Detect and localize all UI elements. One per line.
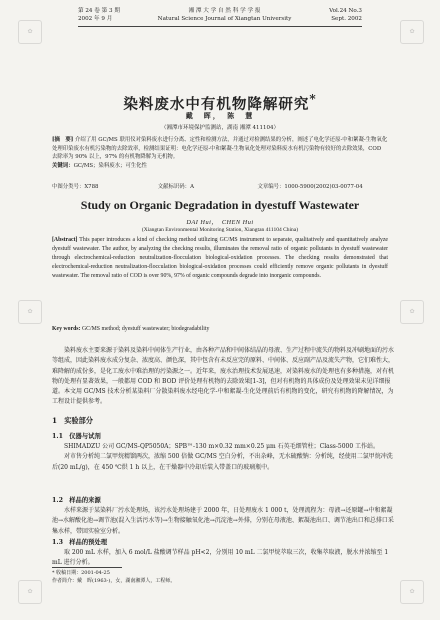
- clc-number: 中图分类号：X788: [52, 184, 99, 190]
- subsection-heading: 1.3 样品的预处理: [52, 539, 108, 546]
- english-abstract-text: This paper introduces a kind of checking method utilizing GC/MS instrument to separate, qualitatively and quantitatively analyze dyestuff wastewater. The author, by analyzing the checking results, illuminates the removal ratio of organic pollutants in dyestuff wastewater through electrochemical-reduction neutralization-flocculation biological-oxidation processes. The checking results demonstrated that electrochemical-reduction neutralization-flocculation biological-oxidation processes could efficiently remove organic pollutants in dyestuff wastewater. The removal ratio of COD is over 90%, 97% of organic compounds degrade into inorganic compounds.: [52, 237, 388, 279]
- paragraph: 取 200 mL 水样，加入 6 mol/L 盐酸调节样品 pH<2，分别用 10 mL 二氯甲烷萃取三次，收集萃取液，脱水并浓缩至 1 mL 进行分析。: [52, 549, 389, 567]
- english-title: Study on Organic Degradation in dyestuff Wastewater: [80, 198, 360, 212]
- subsection-body: [52, 506, 394, 537]
- abstract-cn: [52, 136, 388, 171]
- section-heading: 1 实验部分: [52, 416, 93, 425]
- footnote-rule: [52, 567, 122, 568]
- subsection-body: [52, 548, 394, 569]
- footnote-received: * 收稿日期：2001-04-25: [52, 570, 110, 576]
- watermark-icon: ✿: [18, 20, 42, 44]
- doc-code: 文献标识码：A: [157, 184, 194, 190]
- date-en: Sept. 2002: [331, 15, 362, 22]
- paragraph: 水样来源于某染料厂污水处理场，该污水处理场建于 2000 年，日处理废水 1 000 t，处理流程为：母液→还原罐→中和絮凝池→水解酸化池→调节池(混入生活污水等)→生物接触氧化池→沉淀池→外排，分别在母液池、絮凝池出口、调节池出口和总排口采集水样，带回实验室分析。: [52, 507, 394, 535]
- journal-name-en: Natural Science Journal of Xiangtan University: [157, 15, 292, 22]
- title-footnote-mark: *: [309, 92, 317, 106]
- authors-cn: 戴 晖， 陈 慧: [185, 111, 255, 120]
- introduction: [52, 346, 394, 408]
- volume-en: Vol.24 No.3: [329, 8, 362, 14]
- running-header: [78, 8, 362, 23]
- watermark-icon: ✿: [18, 580, 42, 604]
- subsection-body: [52, 442, 394, 473]
- watermark-icon: ✿: [400, 300, 424, 324]
- abstract-cn-text: 介绍了用 GC/MS 联用仪对染料废水进行分离、定性和检测方法，并通过对检测结果的分析，阐述了电化学还原-中和絮凝-生物氧化处理印染废水有机污染物的去除效率，检测结果证明：电化学还原-中和絮凝-生物氧化处理对染料废水有机污染物有较好的去除效果，COD 去除率为 90% 以上，97% 的有机物降解为无机物。: [52, 137, 388, 161]
- abstract-cn-label: [摘 要]: [52, 137, 74, 143]
- header-right: [329, 8, 362, 23]
- english-authors: DAI Hui， CHEN Hui: [186, 219, 254, 226]
- keywords-cn-label: 关键词：: [52, 163, 74, 170]
- classification-line: [52, 182, 388, 190]
- affiliation-cn: （湘潭市环境保护监测站，湖南 湘潭 411104）: [161, 125, 279, 131]
- watermark-icon: ✿: [400, 20, 424, 44]
- english-abstract-label: [Abstract]: [52, 237, 78, 243]
- paragraph: SHIMADZU 公司 GC/MS-QP5050A；SPB™-130 m×0.32 mm×0.25 μm 石英毛细管柱；Class-5000 工作站。: [64, 443, 380, 450]
- journal-name-cn: 湘 潭 大 学 自 然 科 学 学 报: [188, 8, 261, 14]
- keywords-cn: GC/MS；染料废水；可生化性: [73, 163, 147, 170]
- english-abstract: [52, 236, 388, 281]
- article-number: 文章编号：1000-5900(2002)03-0077-04: [257, 184, 363, 190]
- header-left: [78, 8, 120, 23]
- date-cn: 2002 年 9 月: [78, 15, 113, 22]
- subsection-heading: 1.2 样品的来源: [52, 497, 101, 504]
- volume-issue: 第 24 卷 第 3 期: [78, 8, 120, 14]
- english-keywords: [52, 326, 388, 332]
- footnote-author: 作者简介：戴 晖(1963-)，女，湖南湘潭人，工程师。: [52, 578, 176, 584]
- english-keywords-text: GC/MS method; dyestuff wastewater; biodegradability: [81, 326, 210, 332]
- header-rule: [78, 26, 362, 27]
- header-center: [158, 8, 292, 23]
- watermark-icon: ✿: [400, 580, 424, 604]
- watermark-icon: ✿: [18, 300, 42, 324]
- title-text: 染料废水中有机物降解研究: [123, 95, 310, 113]
- paragraph: 对市售分析纯二氯甲烷精馏两次，浓缩 500 倍做 GC/MS 空白分析，不出杂峰，无水硫酸钠：分析纯，经使用二氯甲烷冲洗后(20 mL/g)，在 450 ℃烘 1 h 以上，在干燥器中冷却后装入带盖口的玻璃瓶中。: [52, 453, 393, 471]
- english-affiliation: (Xiangtan Environmental Monitoring Station, Xiangtan 411104 China): [141, 227, 299, 233]
- subsection-heading: 1.1 仪器与试剂: [52, 433, 101, 440]
- english-keywords-label: Key words:: [52, 326, 81, 332]
- intro-paragraph: 染料废水主要来源于染料及染料中间体生产行业，由各种产品和中间体结晶的母液、生产过程中流失的物料及冲刷地面的污水等组成，因此染料废水成分复杂、浓度高、颜色深，其中包含有未反应完的原料、中间体、反应副产品及流失产物，它们难性大，难降解的成份多，是化工废水中难治理的污染源之一。近年来，废水治理技术发展迅速，对染料废水的处理也有多种措施，对有机物的处理有显著效果，一般都用 COD 和 BOD 评价处理有机物的去除效果[1-3]，但对有机物的具体成份及处理效果未见详细报道。本文用 GC/MS 技术分析某染料厂分散染料废水经电化学-中和絮凝-生化处理前后有机物的变化，研究有机物的降解情况，为工程设计提供参考。: [52, 347, 395, 406]
